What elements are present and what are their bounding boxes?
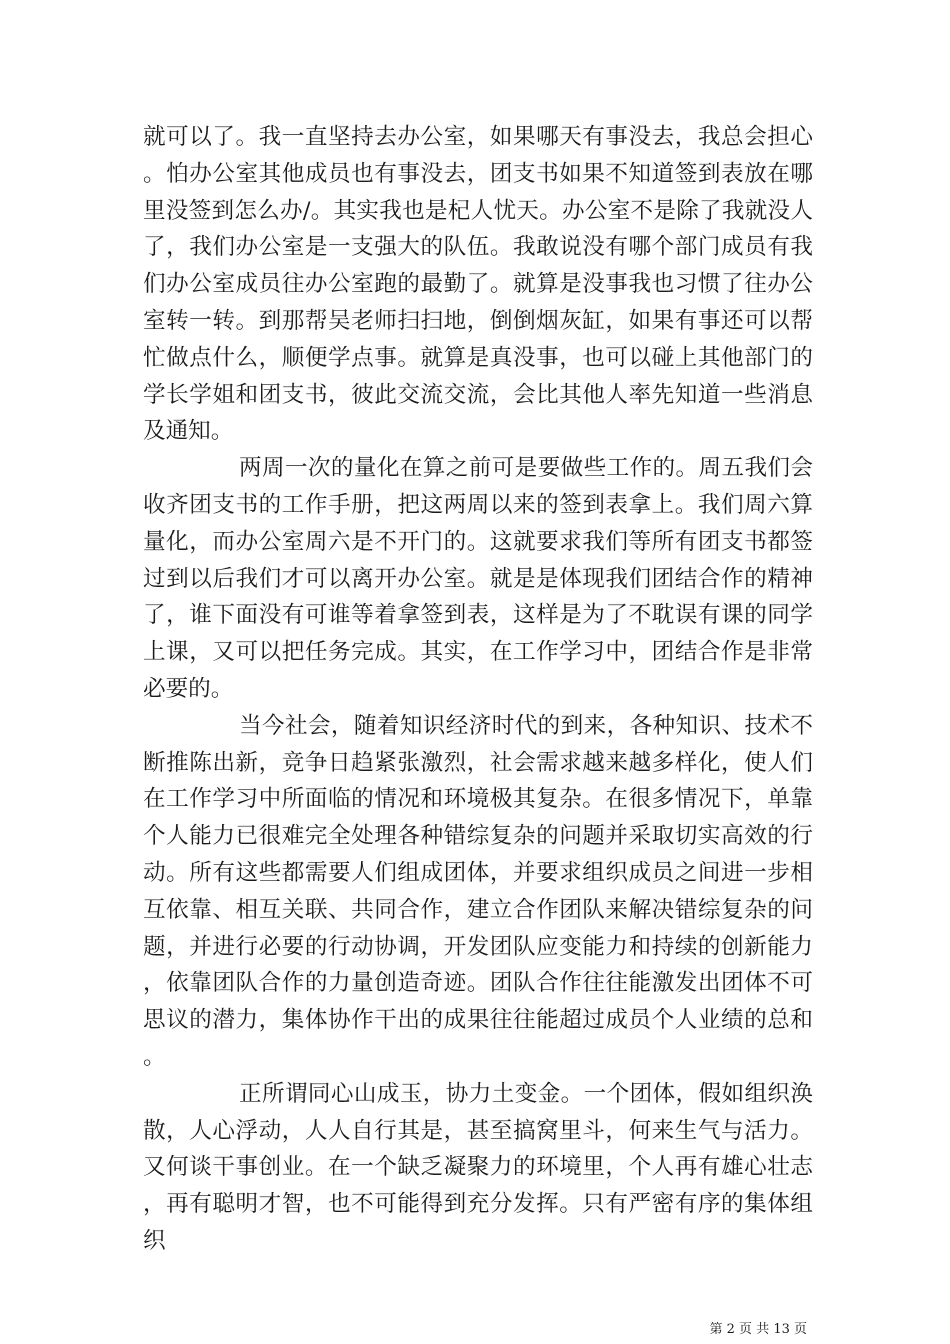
paragraph-2: 两周一次的量化在算之前可是要做些工作的。周五我们会收齐团支书的工作手册，把这两周以来的签到表拿上。我们周六算量化，而办公室周六是不开门的。这就要求我们等所有团支书都签过到以后我们才可以离开办公室。就是是体现我们团结合作的精神了，谁下面没有可谁等着拿签到表，这样是为了不耽误有课的同学上课，又可以把任务完成。其实，在工作学习中，团结合作是非常必要的。 [143,455,813,702]
page-number-footer: 第 2 页 共 13 页 [709,1322,807,1337]
paragraph-4: 正所谓同心山成玉，协力土变金。一个团体，假如组织涣散，人心浮动，人人自行其是，甚至搞窝里斗，何来生气与活力。又何谈干事创业。在一个缺乏凝聚力的环境里，个人再有雄心壮志，再有聪明才智，也不可能得到充分发挥。只有严密有序的集体组织 [143,1080,813,1254]
paragraph-1: 就可以了。我一直坚持去办公室，如果哪天有事没去，我总会担心。怕办公室其他成员也有事没去，团支书如果不知道签到表放在哪里没签到怎么办/。其实我也是杞人忧天。办公室不是除了我就没人了，我们办公室是一支强大的队伍。我敢说没有哪个部门成员有我们办公室成员往办公室跑的最勤了。就算是没事我也习惯了往办公室转一转。到那帮吴老师扫扫地，倒倒烟灰缸，如果有事还可以帮忙做点什么，顺便学点事。就算是真没事，也可以碰上其他部门的学长学姐和团支书，彼此交流交流，会比其他人率先知道一些消息及通知。 [143,124,813,445]
document-body [143,119,813,1260]
paragraph-3: 当今社会，随着知识经济时代的到来，各种知识、技术不断推陈出新，竞争日趋紧张激烈，社会需求越来越多样化，使人们在工作学习中所面临的情况和环境极其复杂。在很多情况下，单靠个人能力已很难完全处理各种错综复杂的问题并采取切实高效的行动。所有这些都需要人们组成团体，并要求组织成员之间进一步相互依靠、相互关联、共同合作，建立合作团队来解决错综复杂的问题，并进行必要的行动协调，开发团队应变能力和持续的创新能力，依靠团队合作的力量创造奇迹。团队合作往往能激发出团体不可思议的潜力，集体协作干出的成果往往能超过成员个人业绩的总和。 [143,712,813,1070]
